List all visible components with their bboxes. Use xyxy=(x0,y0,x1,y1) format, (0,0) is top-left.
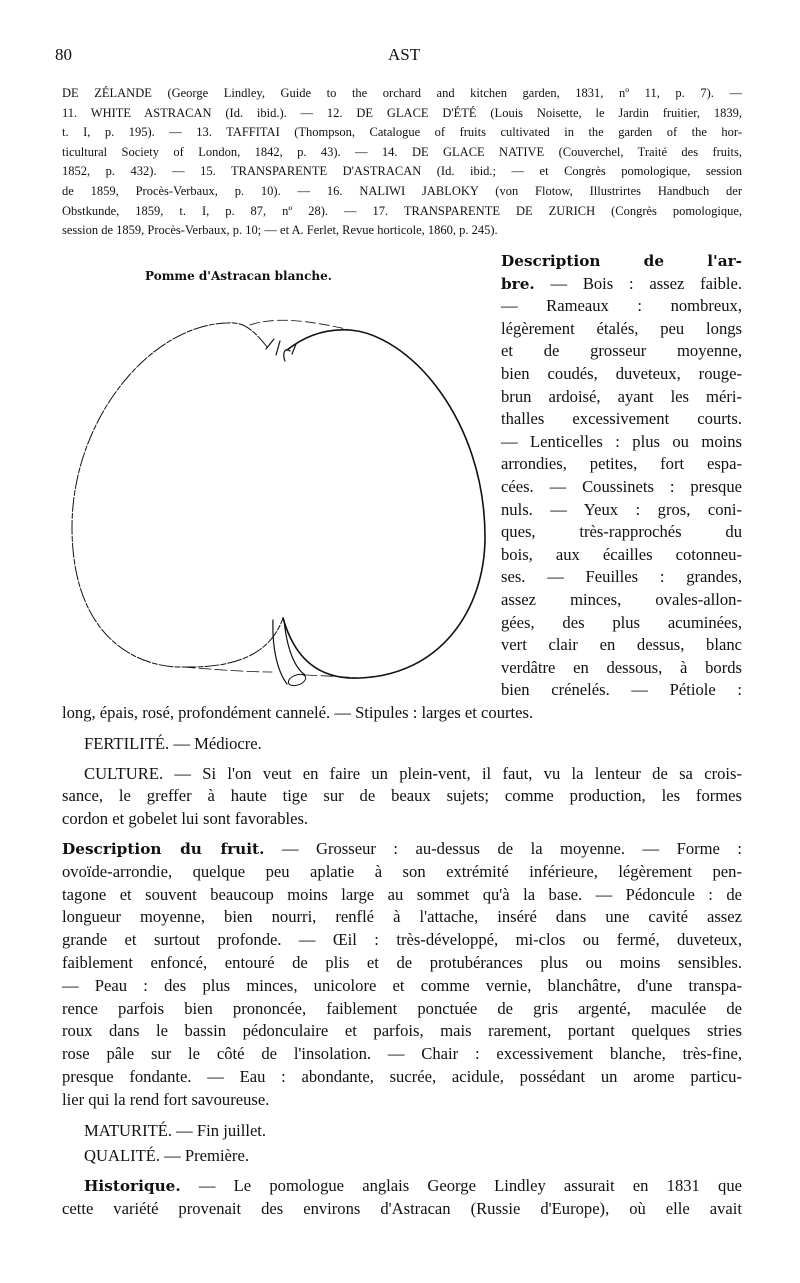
line-text: FERTILITÉ. — Médiocre. xyxy=(84,733,262,753)
line-text: bien coudés, duveteux, rouge- xyxy=(501,364,742,383)
line-text: 1852, p. 432). — 15. TRANSPARENTE D'ASTRACAN (Id. ibid.; — et Congrès pomologique, session xyxy=(62,164,742,179)
line-text: 11. WHITE ASTRACAN (Id. ibid.). — 12. DE GLACE D'ÉTÉ (Louis Noisette, le Jardin fruitier, 1839, xyxy=(62,105,742,120)
bold-heading: Description du fruit. xyxy=(62,840,265,858)
line-text: Obstkunde, 1859, t. I, p. 87, nº 28). — 17. TRANSPARENTE DE ZURICH (Congrès pomologique, xyxy=(62,203,742,218)
line-text: ses. — Feuilles : grandes, xyxy=(501,567,742,587)
line-text: presque fondante. — Eau : abondante, sucrée, acidule, possédant un arome particu- xyxy=(62,1067,742,1086)
line-text: ticultural Society of London, 1842, p. 43). — 14. DE GLACE NATIVE (Couverchel, Traité des fruits, xyxy=(62,144,742,159)
line-text: MATURITÉ. — Fin juillet. xyxy=(84,1120,267,1140)
text-line xyxy=(62,907,742,927)
line-text: ovoïde-arrondie, quelque peu aplatie à son extrémité inférieure, légèrement pen- xyxy=(62,861,742,881)
line-text: bois, aux écailles cotonneu- xyxy=(501,544,742,564)
line-text: assez minces, ovales-allon- xyxy=(501,590,742,609)
line-text: tagone et souvent beaucoup moins large au sommet qu'à la base. — Pédoncule : de xyxy=(62,884,742,904)
text-line xyxy=(501,341,742,361)
line-text: — Bois : assez faible. xyxy=(534,273,742,293)
text-line xyxy=(62,1176,742,1196)
text-line xyxy=(501,590,742,610)
line-text: — Grosseur : au-dessus de la moyenne. — Forme : xyxy=(264,839,743,858)
text-line xyxy=(501,567,742,587)
text-line xyxy=(62,1044,742,1064)
line-text: de 1859, Procès-Verbaux, p. 10). — 16. NALIWI JABLOKY (von Flotow, Illustrirtes Handbuch der xyxy=(62,184,742,198)
line-text: arrondies, petites, fort espa- xyxy=(501,454,742,474)
line-text: vert clair en dessus, blanc xyxy=(501,635,742,655)
line-text: — Peau : des plus minces, unicolore et comme vernie, blanchâtre, d'une transpa- xyxy=(62,975,742,995)
line-text: brun ardoisé, ayant les méri- xyxy=(501,386,742,406)
text-line xyxy=(501,658,742,678)
line-text: — Rameaux : nombreux, xyxy=(501,296,742,316)
text-line xyxy=(501,296,742,316)
line-text: lier qui la rend fort savoureuse. xyxy=(62,1089,270,1109)
running-title: AST xyxy=(388,45,421,64)
line-text: DE ZÉLANDE (George Lindley, Guide to the orchard and kitchen garden, 1831, nº 11, p. 7). — xyxy=(62,86,742,100)
page-number: 80 xyxy=(55,45,72,64)
line-text: et de grosseur moyenne, xyxy=(501,341,742,361)
text-line xyxy=(501,432,742,452)
text-line xyxy=(501,251,742,271)
line-text: faiblement enfoncé, entouré de plis et de protubérances plus ou moins sensibles. xyxy=(62,953,742,972)
line-text: CULTURE. — Si l'on veut en faire un plein-vent, il faut, vu la lenteur de sa crois- xyxy=(84,763,742,783)
line-text: t. I, p. 195). — 13. TAFFITAI (Thompson, Catalogue of fruits cultivated in the garden of the hor- xyxy=(62,125,742,140)
line-text: gées, des plus acuminées, xyxy=(501,612,742,632)
line-text: nuls. — Yeux : gros, coni- xyxy=(501,499,742,519)
text-line xyxy=(501,364,742,384)
line-text: rence parfois bien prononcée, faiblement ponctuée de gris argenté, maculée de xyxy=(62,998,742,1018)
bold-heading: Historique. xyxy=(84,1177,181,1196)
text-line xyxy=(62,1067,742,1087)
line-text: — Lenticelles : plus ou moins xyxy=(501,431,742,451)
text-line xyxy=(62,1146,742,1166)
figure-caption: Pomme d'Astracan blanche. xyxy=(145,269,332,283)
line-text: thalles excessivement courts. xyxy=(501,409,742,429)
text-line xyxy=(62,999,742,1019)
text-line xyxy=(501,545,742,565)
text-line xyxy=(501,319,742,339)
text-line xyxy=(501,500,742,520)
line-text: ques, très-rapprochés du xyxy=(501,522,742,542)
text-line xyxy=(62,930,742,950)
line-text: verdâtre en dessous, à bords xyxy=(501,657,742,677)
text-line xyxy=(62,734,742,754)
text-line xyxy=(62,703,742,723)
text-line xyxy=(501,635,742,655)
line-text: — Le pomologue anglais George Lindley assurait en 1831 que xyxy=(180,1176,742,1196)
line-text: cette variété provenait des environs d'Astracan (Russie d'Europe), où elle avait xyxy=(62,1199,742,1218)
line-text: légèrement étalés, peu longs xyxy=(501,318,742,338)
text-line xyxy=(501,409,742,429)
text-line xyxy=(501,680,742,700)
text-line xyxy=(501,477,742,497)
text-line xyxy=(62,1121,742,1141)
text-line xyxy=(62,1090,742,1110)
text-line xyxy=(62,839,742,859)
bold-heading: bre. xyxy=(501,274,535,293)
text-line xyxy=(501,454,742,474)
text-line xyxy=(62,809,742,829)
line-text: longueur moyenne, bien nourri, renflé à l'attache, inséré dans une cavité assez xyxy=(62,907,742,927)
line-text: sance, le greffer à haute tige sur de beaux sujets; comme production, les formes xyxy=(62,786,742,806)
text-line xyxy=(62,953,742,973)
line-text: QUALITÉ. — Première. xyxy=(84,1146,249,1166)
bold-heading: Description de l'ar- xyxy=(501,252,742,270)
line-text: session de 1859, Procès-Verbaux, p. 10; — et A. Ferlet, Revue horticole, 1860, p. 245). xyxy=(62,223,498,238)
text-line xyxy=(501,613,742,633)
line-text: roux dans le bassin pédonculaire et parfois, mais rarement, portant quelques stries xyxy=(62,1021,742,1041)
text-line xyxy=(62,862,742,882)
text-line xyxy=(501,522,742,542)
line-text: cordon et gobelet lui sont favorables. xyxy=(62,809,309,829)
text-line xyxy=(501,387,742,407)
line-text: rose pâle sur le côté de l'insolation. — Chair : excessivement blanche, très-fine, xyxy=(62,1044,742,1064)
text-line xyxy=(62,786,742,806)
line-text: grande et surtout profonde. — Œil : très-développé, mi-clos ou fermé, duveteux, xyxy=(62,930,742,950)
text-line xyxy=(62,976,742,996)
text-line xyxy=(62,885,742,905)
text-line xyxy=(501,274,742,294)
line-text: cées. — Coussinets : presque xyxy=(501,477,742,496)
text-line xyxy=(62,1021,742,1041)
line-text: bien crénelés. — Pétiole : xyxy=(501,680,742,700)
text-line xyxy=(62,764,742,784)
text-line xyxy=(62,1199,742,1219)
line-text: long, épais, rosé, profondément cannelé. — Stipules : larges et courtes. xyxy=(62,703,534,722)
